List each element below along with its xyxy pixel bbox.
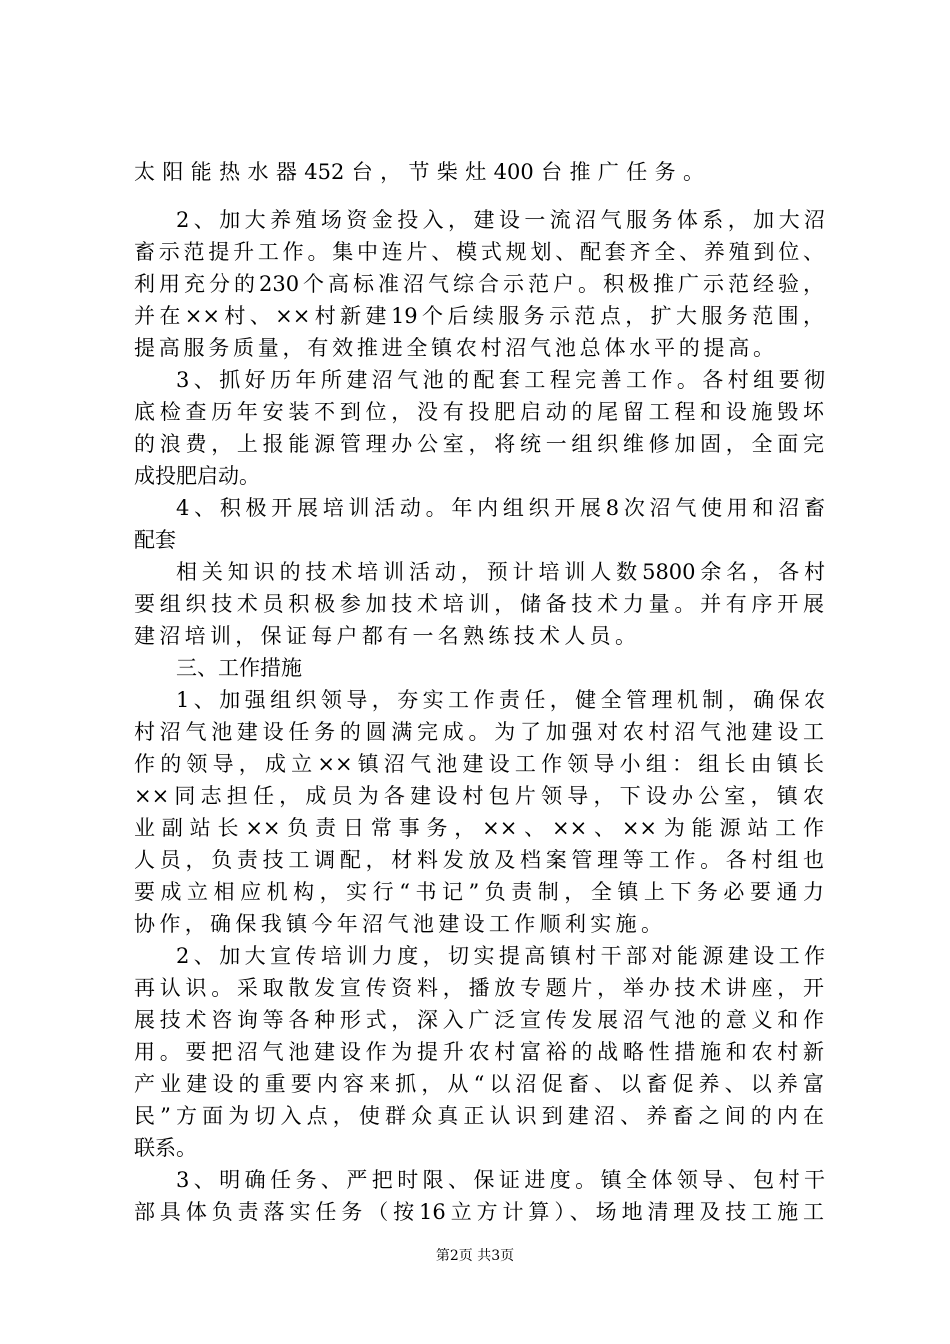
text-line: 建沼培训，保证每户都有一名熟练技术人员。: [134, 624, 636, 648]
text-line: 民”方面为切入点，使群众真正认识到建沼、养畜之间的内在: [134, 1104, 824, 1128]
text-line: 的浪费，上报能源管理办公室，将统一组织维修加固，全面完: [134, 432, 824, 456]
text-line: 2、加大宣传培训力度，切实提高镇村干部对能源建设工作: [176, 944, 825, 968]
text-line: ××同志担任，成员为各建设村包片领导，下设办公室，镇农: [134, 784, 824, 808]
text-line: 2、加大养殖场资金投入，建设一流沼气服务体系，加大沼: [176, 208, 825, 232]
text-line: 协作，确保我镇今年沼气池建设工作顺利实施。: [134, 912, 662, 936]
text-line: 3、抓好历年所建沼气池的配套工程完善工作。各村组要彻: [176, 368, 825, 392]
text-line: 4、积极开展培训活动。年内组织开展8次沼气使用和沼畜: [176, 496, 825, 520]
text-line: 底检查历年安装不到位，没有投肥启动的尾留工程和设施毁坏: [134, 400, 824, 424]
text-line: 业副站长××负责日常事务，××、××、××为能源站工作: [134, 816, 824, 840]
text-line: 部具体负责落实任务（按16立方计算）、场地清理及技工施工: [134, 1200, 824, 1224]
text-line: 提高服务质量，有效推进全镇农村沼气池总体水平的提高。: [134, 336, 774, 360]
text-line: 太阳能热水器452台，节柴灶400台推广任务。: [134, 160, 704, 184]
text-line: 3、明确任务、严把时限、保证进度。镇全体领导、包村干: [176, 1168, 825, 1192]
text-line: 配套: [134, 528, 176, 552]
text-line: 1、加强组织领导，夯实工作责任，健全管理机制，确保农: [176, 688, 825, 712]
text-line: 要组织技术员积极参加技术培训，储备技术力量。并有序开展: [134, 592, 824, 616]
text-line: 展技术咨询等各种形式，深入广泛宣传发展沼气池的意义和作: [134, 1008, 824, 1032]
text-line: 人员，负责技工调配，材料发放及档案管理等工作。各村组也: [134, 848, 824, 872]
text-line: 产业建设的重要内容来抓，从“以沼促畜、以畜促养、以养富: [134, 1072, 824, 1096]
text-line: 作的领导，成立××镇沼气池建设工作领导小组：组长由镇长: [134, 752, 824, 776]
text-line: 村沼气池建设任务的圆满完成。为了加强对农村沼气池建设工: [134, 720, 824, 744]
text-line: 用。要把沼气池建设作为提升农村富裕的战略性措施和农村新: [134, 1040, 824, 1064]
text-line: 并在××村、××村新建19个后续服务示范点，扩大服务范围，: [134, 304, 824, 328]
text-line: 联系。: [134, 1136, 197, 1160]
text-line: 再认识。采取散发宣传资料，播放专题片，举办技术讲座，开: [134, 976, 824, 1000]
text-line: 相关知识的技术培训活动，预计培训人数5800余名，各村: [176, 560, 825, 584]
text-line: 要成立相应机构，实行“书记”负责制，全镇上下务必要通力: [134, 880, 824, 904]
text-line: 成投肥启动。: [134, 464, 260, 488]
text-line: 利用充分的230个高标准沼气综合示范户。积极推广示范经验，: [134, 272, 824, 296]
section-heading: 三、工作措施: [176, 656, 302, 680]
text-line: 畜示范提升工作。集中连片、模式规划、配套齐全、养殖到位、: [134, 240, 824, 264]
page-number-footer: 第2页 共3页: [435, 1248, 515, 1264]
